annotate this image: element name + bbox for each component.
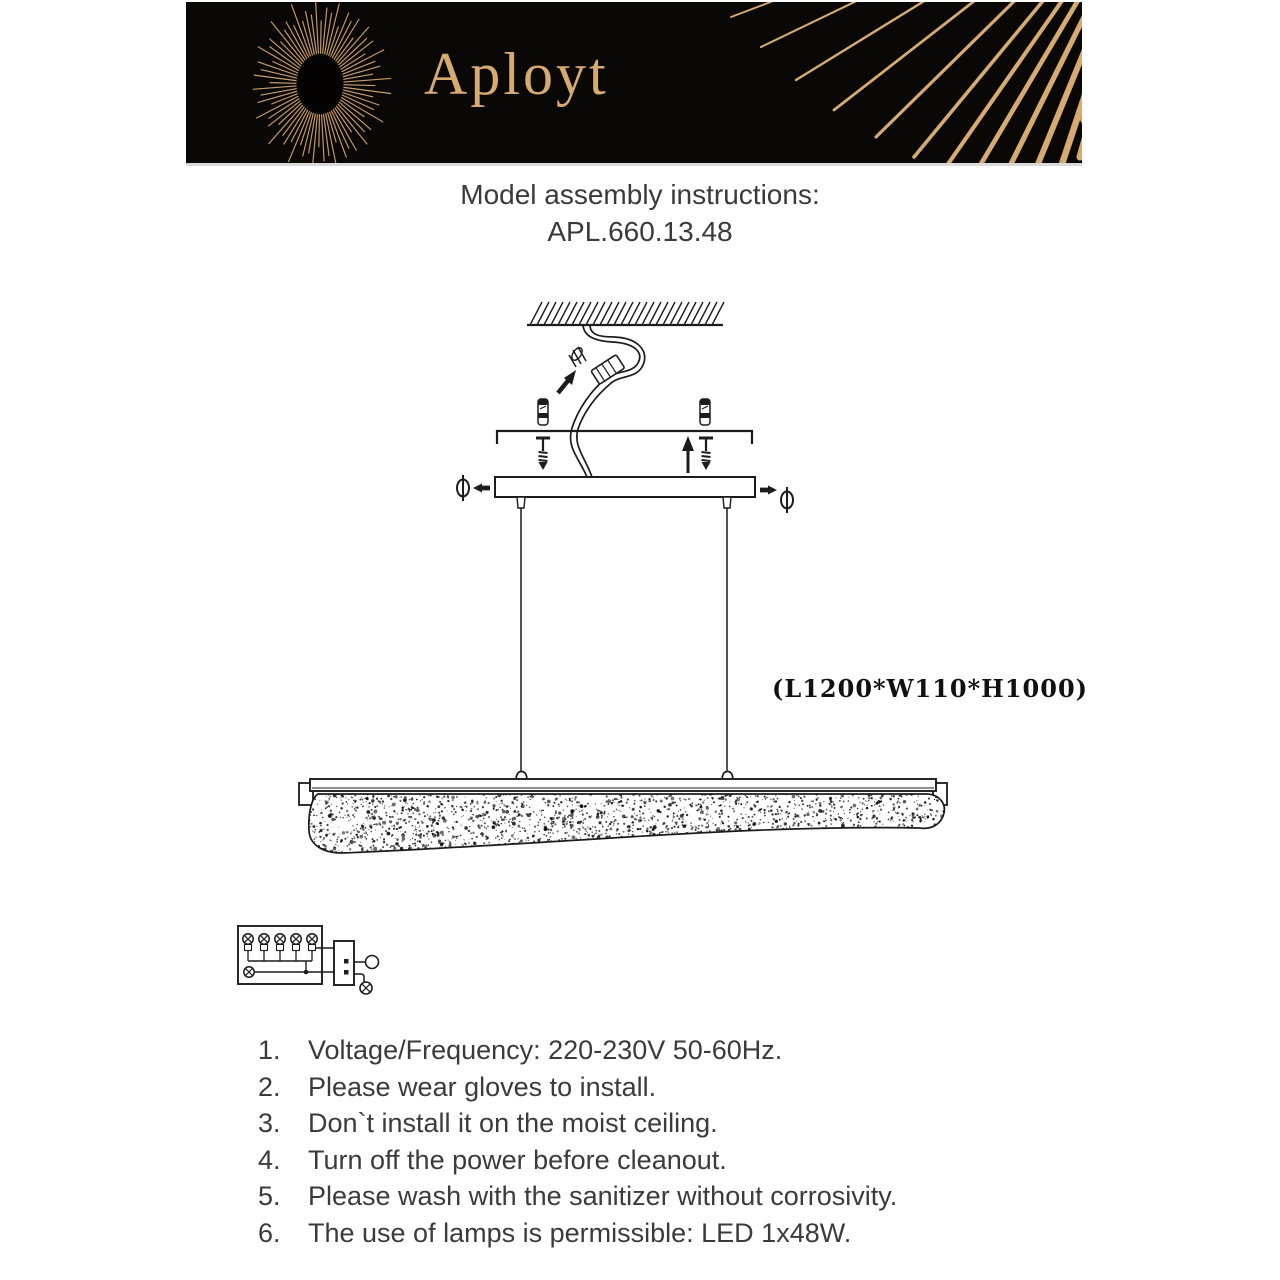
wall-anchor-icon — [538, 399, 548, 425]
item-number: 3. — [258, 1108, 281, 1139]
list-item — [258, 1105, 1098, 1142]
item-text: Please wear gloves to install. — [308, 1071, 657, 1102]
list-item — [258, 1215, 1098, 1252]
item-number: 6. — [258, 1217, 281, 1248]
instruction-list — [258, 1032, 1098, 1252]
item-text: Please wash with the sanitizer without corrosivity. — [308, 1181, 898, 1212]
list-item — [258, 1142, 1098, 1179]
item-number: 4. — [258, 1144, 281, 1175]
item-text: The use of lamps is permissible: LED 1x48W. — [308, 1217, 852, 1248]
title-line1: Model assembly instructions: — [460, 179, 820, 210]
title-line2: APL.660.13.48 — [547, 216, 733, 247]
mounting-bracket — [497, 431, 752, 444]
power-cable — [570, 325, 644, 477]
item-text: Turn off the power before cleanout. — [308, 1144, 727, 1175]
screw-icon — [536, 438, 550, 470]
lamp-shade — [305, 790, 950, 858]
list-item — [258, 1069, 1098, 1106]
suspension-cables — [516, 497, 733, 781]
dimensions-label: (L1200*W110*H1000) — [772, 674, 1089, 703]
wiring-diagram — [238, 926, 379, 994]
side-screw-left-icon — [457, 475, 490, 501]
canopy-plate — [495, 477, 755, 497]
list-item — [258, 1178, 1098, 1215]
brand-wordmark: Aployt — [424, 41, 609, 107]
item-number: 2. — [258, 1071, 281, 1102]
item-number: 5. — [258, 1181, 281, 1212]
side-screw-right-icon — [760, 486, 793, 514]
list-item — [258, 1032, 1098, 1069]
install-arrow-icon — [558, 370, 576, 393]
item-number: 1. — [258, 1035, 281, 1065]
arrow-up-icon — [682, 436, 694, 473]
wire-connector-icon — [569, 346, 625, 384]
ceiling-hatch — [527, 302, 724, 325]
item-text: Voltage/Frequency: 220-230V 50-60Hz. — [308, 1035, 783, 1065]
wall-anchor-icon — [700, 399, 710, 425]
item-text: Don`t install it on the moist ceiling. — [308, 1108, 718, 1139]
screw-icon — [699, 438, 713, 470]
